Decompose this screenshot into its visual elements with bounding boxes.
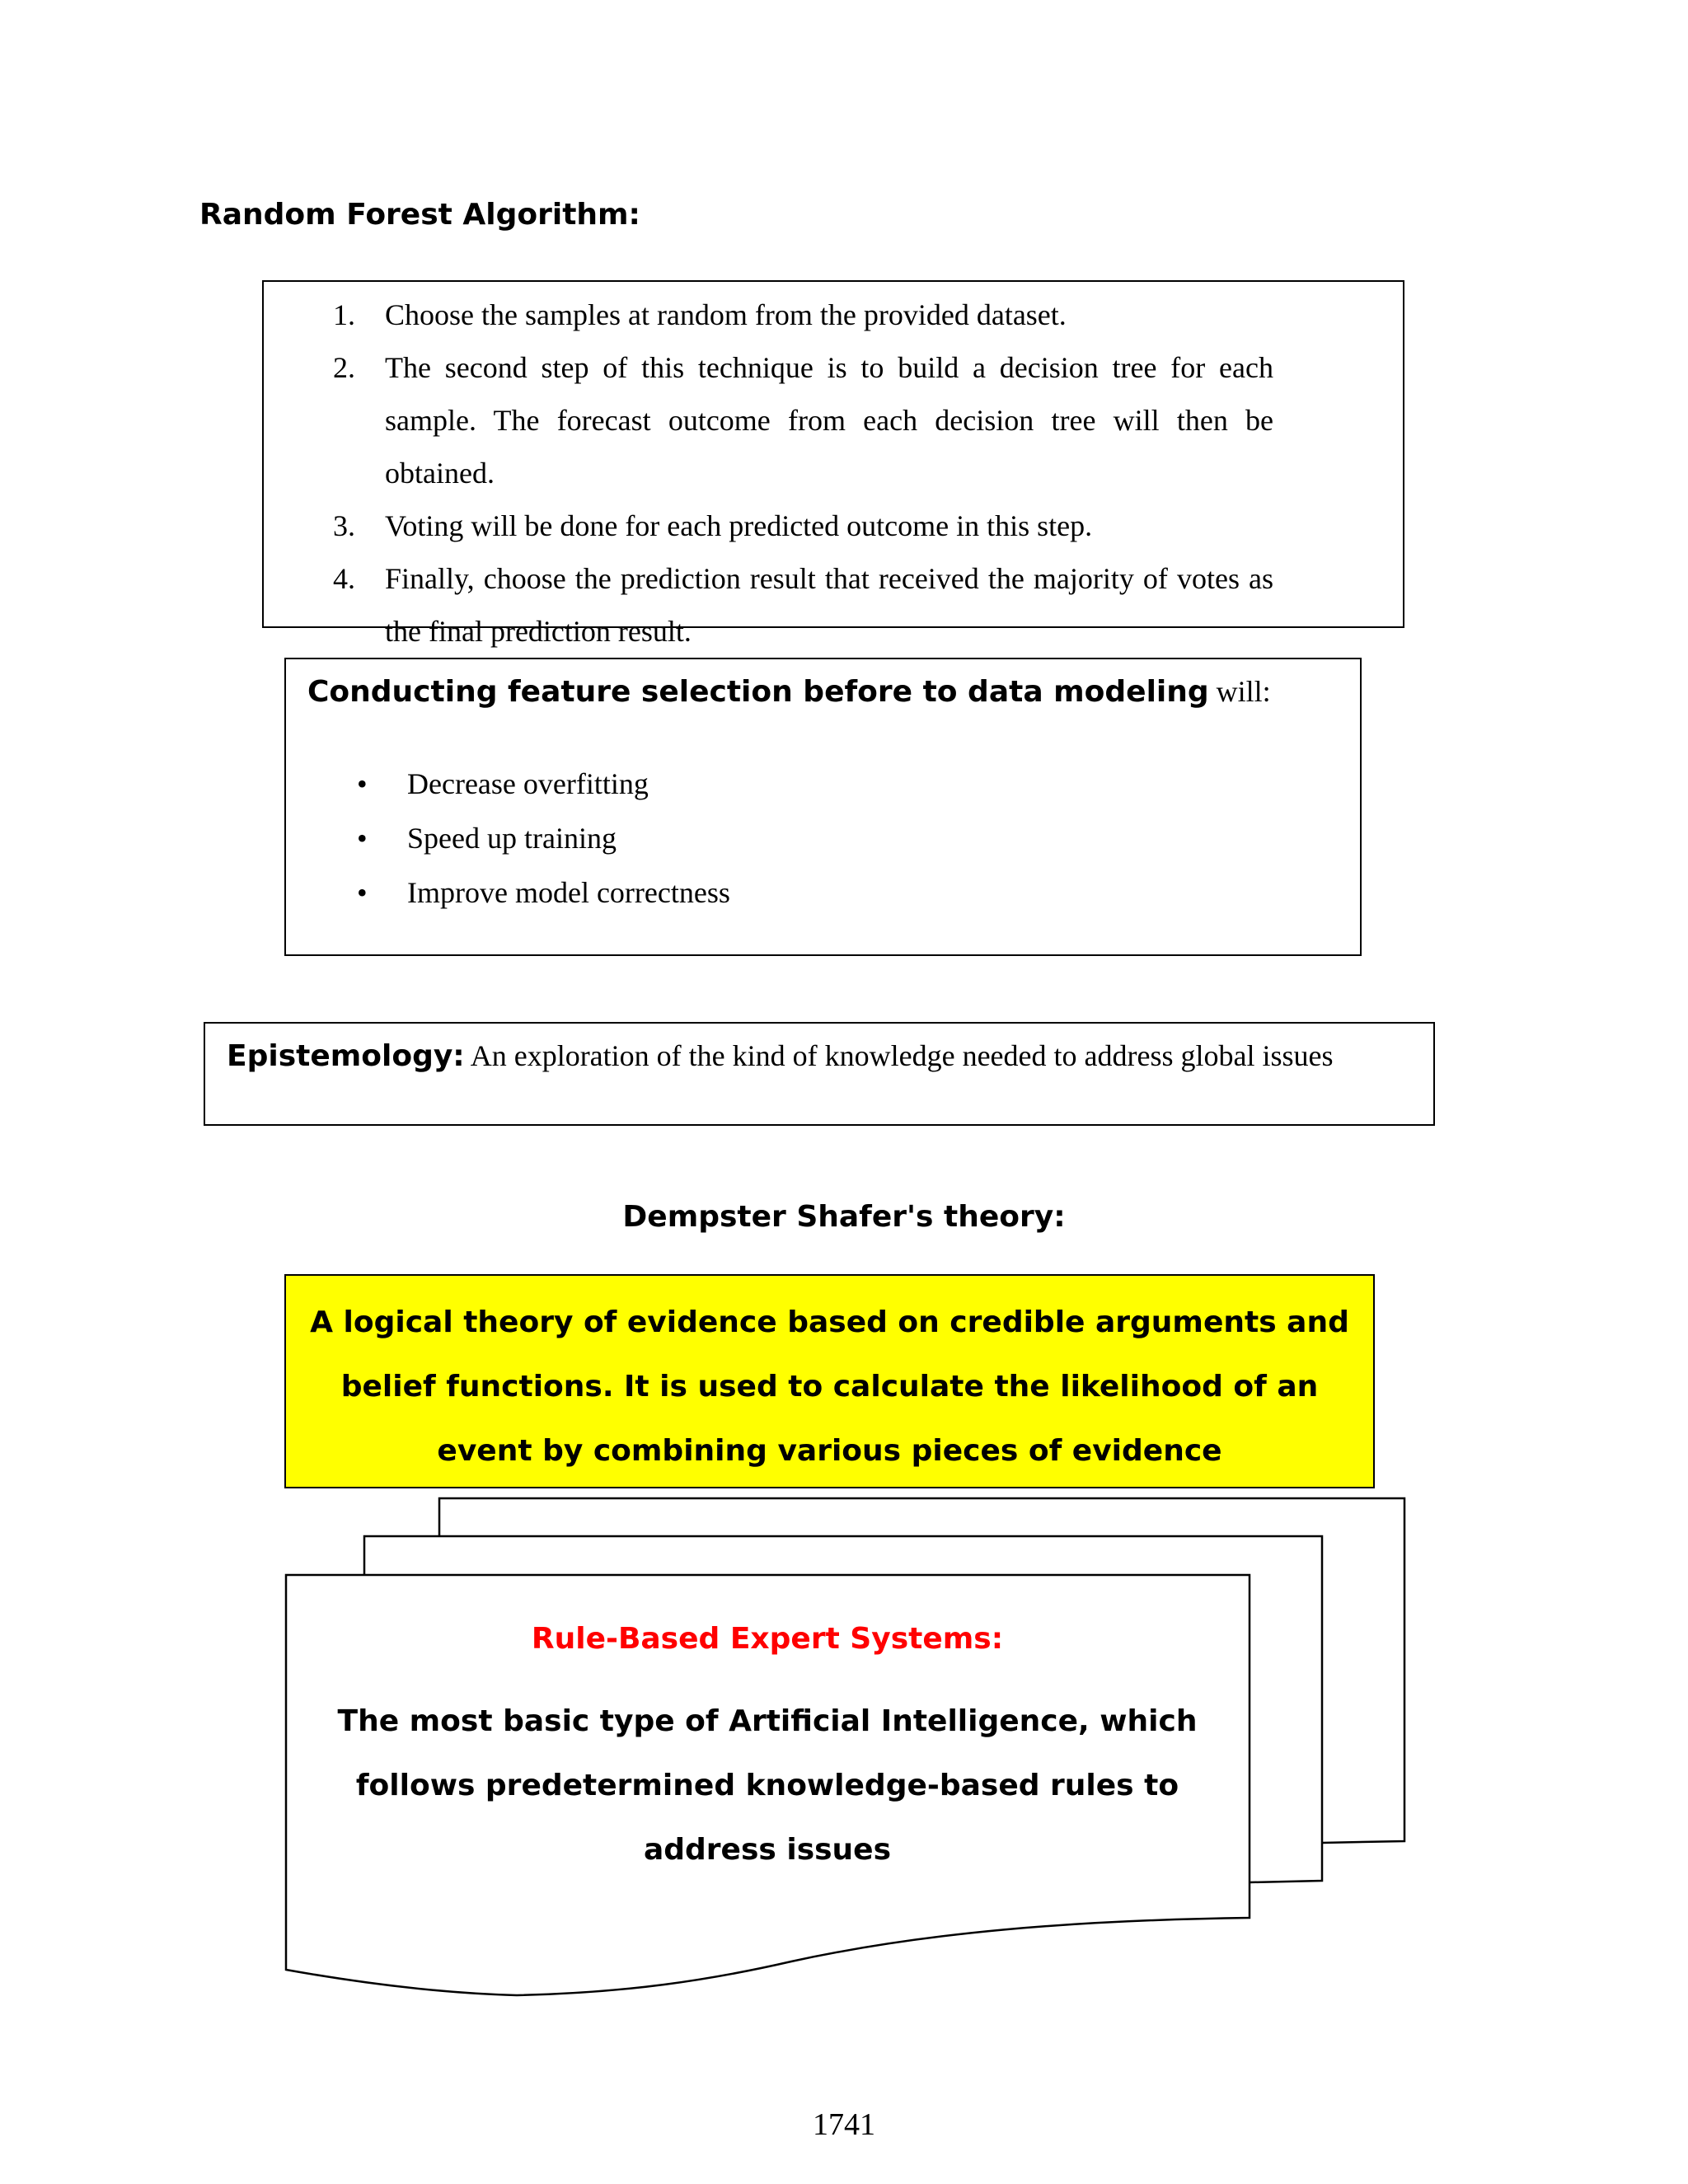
feature-selection-title-bold: Conducting feature selection before to data modeling [307, 675, 1209, 709]
bullet-icon: • [357, 767, 368, 800]
step-text: Choose the samples at random from the provided dataset. [385, 298, 1067, 331]
step-number: 4. [333, 562, 355, 595]
bullet-icon: • [357, 876, 368, 909]
epistemology-term: Epistemology: [227, 1039, 465, 1073]
step-text: Voting will be done for each predicted outcome in this step. [385, 509, 1093, 542]
list-item-text: Improve model correctness [407, 876, 730, 909]
feature-selection-title-rest: will: [1208, 675, 1271, 708]
list-item-text: Decrease overfitting [407, 767, 649, 800]
rule-based-title: Rule-Based Expert Systems: [531, 1622, 1004, 1656]
step-text: Finally, choose the prediction result that received the majority of votes as the final prediction result. [385, 562, 1273, 648]
page-number: 1741 [813, 2107, 875, 2142]
list-item-text: Speed up training [407, 822, 617, 855]
epistemology-text: An exploration of the kind of knowledge needed to address global issues [464, 1039, 1334, 1072]
step-number: 3. [333, 509, 355, 542]
step-number: 2. [333, 351, 355, 384]
bullet-icon: • [357, 822, 368, 855]
dempster-shafer-heading: Dempster Shafer's theory: [622, 1200, 1066, 1234]
rule-based-body: The most basic type of Artificial Intelligence, which follows predetermined knowledge-based rules to address issues [337, 1704, 1198, 1867]
step-number: 1. [333, 298, 355, 331]
dempster-shafer-text: A logical theory of evidence based on credible arguments and belief functions. It is used to calculate the likelihood of an event by combining various pieces of evidence [310, 1305, 1349, 1468]
step-text: The second step of this technique is to build a decision tree for each sample. The forecast outcome from each decision tree will then be obtained. [385, 351, 1273, 490]
random-forest-heading: Random Forest Algorithm: [199, 198, 640, 232]
